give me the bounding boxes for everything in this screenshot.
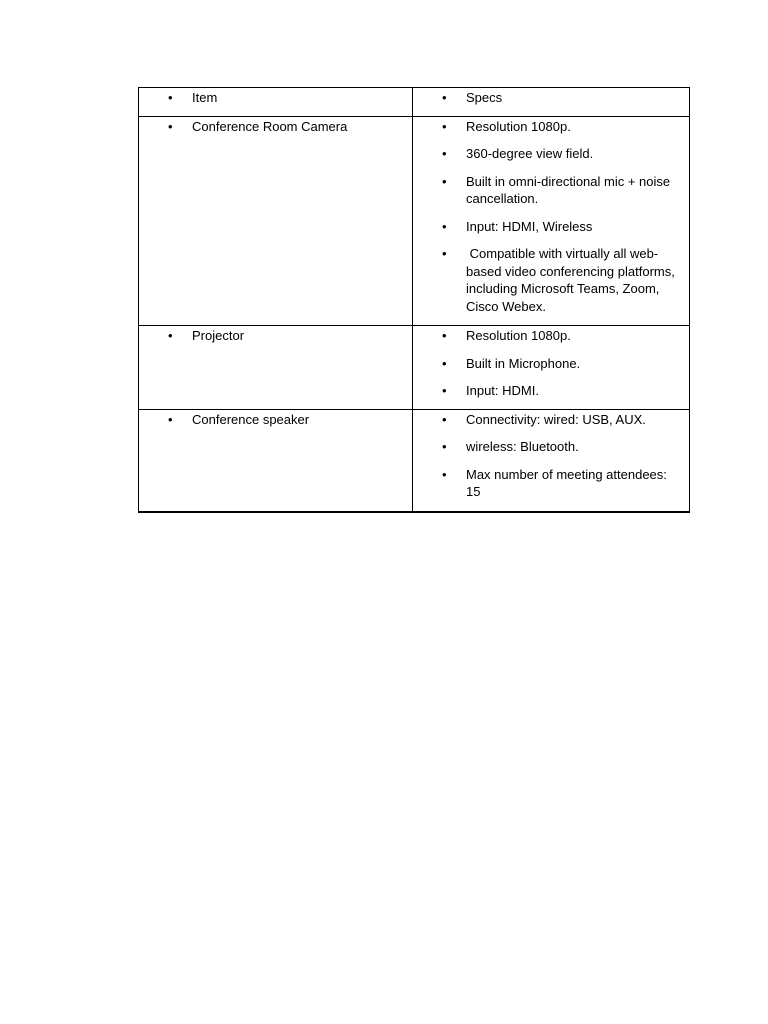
specs-header-cell [413,88,690,117]
list-item [139,411,402,429]
spec-text: Input: HDMI, Wireless [466,218,593,234]
bullet-icon: • [442,466,447,482]
list-item [413,89,679,107]
list-item [413,218,679,236]
spec-text: wireless: Bluetooth. [466,439,579,454]
bullet-icon: • [442,328,447,343]
list-item [139,327,402,345]
list-item [413,173,679,208]
bullet-icon: • [442,118,447,134]
bullet-icon: • [442,383,447,398]
list-item [413,466,679,501]
table-row [139,116,690,326]
bullet-icon: • [442,90,447,105]
bullet-icon: • [442,439,447,454]
list-item [413,438,679,456]
bullet-icon: • [442,173,447,189]
item-cell [139,116,413,326]
list-item [413,355,679,373]
equipment-spec-table [138,87,690,513]
list-item [413,145,679,163]
bullet-icon: • [442,246,447,261]
bullet-icon: • [442,355,447,371]
specs-cell [413,409,690,512]
list-item [139,89,402,107]
list-item [139,118,402,136]
spec-text: Compatible with virtually all web-based video conferencing platforms, including Microsoft Teams, Zoom, Cisco Webex. [466,246,679,314]
specs-header-label: Specs [466,90,503,105]
list-item [413,327,679,345]
spec-text: Connectivity: wired: USB, AUX. [466,411,646,427]
spec-text: Resolution 1080p. [466,118,571,134]
table-header-row [139,88,690,117]
bullet-icon: • [168,90,173,105]
list-item [413,411,679,429]
specs-cell [413,326,690,410]
item-header-cell [139,88,413,117]
list-item [413,382,679,400]
spec-text: Resolution 1080p. [466,328,571,343]
specs-cell [413,116,690,326]
list-item [413,245,679,315]
spec-text: Built in omni-directional mic + noise cancellation. [466,173,671,206]
table-row [139,326,690,410]
list-item [413,118,679,136]
item-header-label: Item [192,90,218,105]
bullet-icon: • [168,118,173,134]
spec-text: 360-degree view field. [466,146,594,161]
bullet-icon: • [442,411,447,427]
item-name: Conference speaker [192,411,310,427]
spec-text: Input: HDMI. [466,383,539,398]
bullet-icon: • [168,328,173,343]
spec-text: Built in Microphone. [466,355,581,371]
table-row [139,409,690,512]
item-name: Projector [192,328,245,343]
bullet-icon: • [168,411,173,427]
item-name: Conference Room Camera [192,118,348,134]
item-cell [139,326,413,410]
spec-text: Max number of meeting attendees: 15 [466,466,667,499]
bullet-icon: • [442,146,447,161]
bullet-icon: • [442,218,447,234]
item-cell [139,409,413,512]
